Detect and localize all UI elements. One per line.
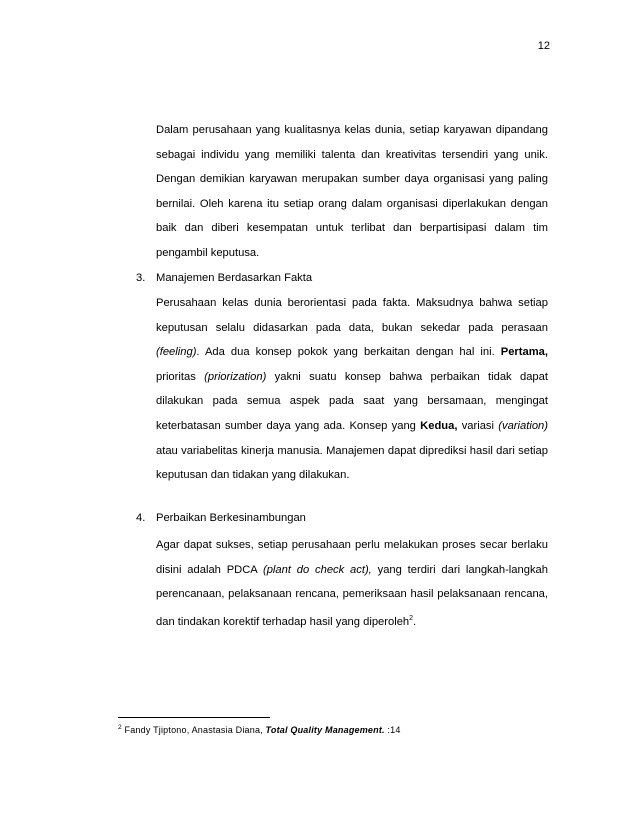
text-run: yang terdiri dari langkah-langkah perencanaan, pelaksanaan rencana, pemeriksaan hasil pelaksanaan rencana, dan tindakan korektif terhadap hasil yang diperoleh bbox=[156, 563, 548, 628]
text-run: variasi bbox=[457, 419, 499, 432]
footnote bbox=[118, 724, 401, 735]
italic-term-pdca: (plant do check act), bbox=[262, 563, 372, 576]
footnote-title: Total Quality Management. bbox=[265, 725, 385, 735]
italic-term-priorization: (priorization) bbox=[204, 370, 267, 383]
list-number-4: 4. bbox=[136, 512, 146, 524]
footnote-marker: 2 bbox=[118, 724, 122, 731]
list-number-3: 3. bbox=[136, 272, 146, 284]
intro-paragraph: Dalam perusahaan yang kualitasnya kelas dunia, setiap karyawan dipandang sebagai individu yang memiliki talenta dan kreativitas tersendiri yang unik. Dengan demikian karyawan merupakan sumber daya organisasi yang paling bernilai. Oleh karena itu setiap orang dalam organisasi diperlakukan dengan baik dan diberi kesempatan untuk terlibat dan berpartisipasi dalam tim pengambil keputusa. bbox=[156, 124, 548, 259]
berkesinambungan-paragraph bbox=[156, 533, 548, 634]
footnote-reference[interactable]: 2 bbox=[409, 614, 414, 622]
section-heading-berkesinambungan: Perbaikan Berkesinambungan bbox=[156, 512, 306, 524]
text-run: prioritas bbox=[156, 370, 205, 383]
text-run: Agar dapat sukses, setiap perusahaan perlu melakukan proses secar berlaku disini adalah PDCA bbox=[156, 539, 548, 576]
section-heading-fakta: Manajemen Berdasarkan Fakta bbox=[156, 272, 313, 284]
italic-term-variation: (variation) bbox=[498, 419, 549, 432]
page-number: 12 bbox=[537, 40, 550, 52]
footnote-page: :14 bbox=[384, 725, 401, 735]
text-run: . Ada dua konsep pokok yang berkaitan dengan hal ini. bbox=[196, 346, 501, 359]
italic-term-feeling: (feeling) bbox=[156, 346, 197, 359]
footnote-author: Fandy Tjiptono, Anastasia Diana, bbox=[121, 725, 266, 735]
text-run: . bbox=[413, 615, 417, 628]
footnote-separator bbox=[118, 717, 270, 718]
fakta-paragraph bbox=[156, 291, 548, 488]
bold-term-kedua: Kedua, bbox=[420, 419, 458, 432]
bold-term-pertama: Pertama, bbox=[500, 346, 548, 359]
text-run: atau variabelitas kinerja manusia. Manajemen dapat diprediksi hasil dari setiap keputusan dan tidakan yang dilakukan. bbox=[156, 444, 548, 482]
text-run: Perusahaan kelas dunia berorientasi pada fakta. Maksudnya bahwa setiap keputusan selalu didasarkan pada data, bukan sekedar pada perasaan bbox=[156, 297, 548, 334]
text-run: yakni suatu konsep bahwa perbaikan tidak dapat dilakukan pada semua aspek pada saat yang bersamaan, mengingat keterbatasan sumber daya yang ada. Konsep yang bbox=[156, 370, 548, 432]
